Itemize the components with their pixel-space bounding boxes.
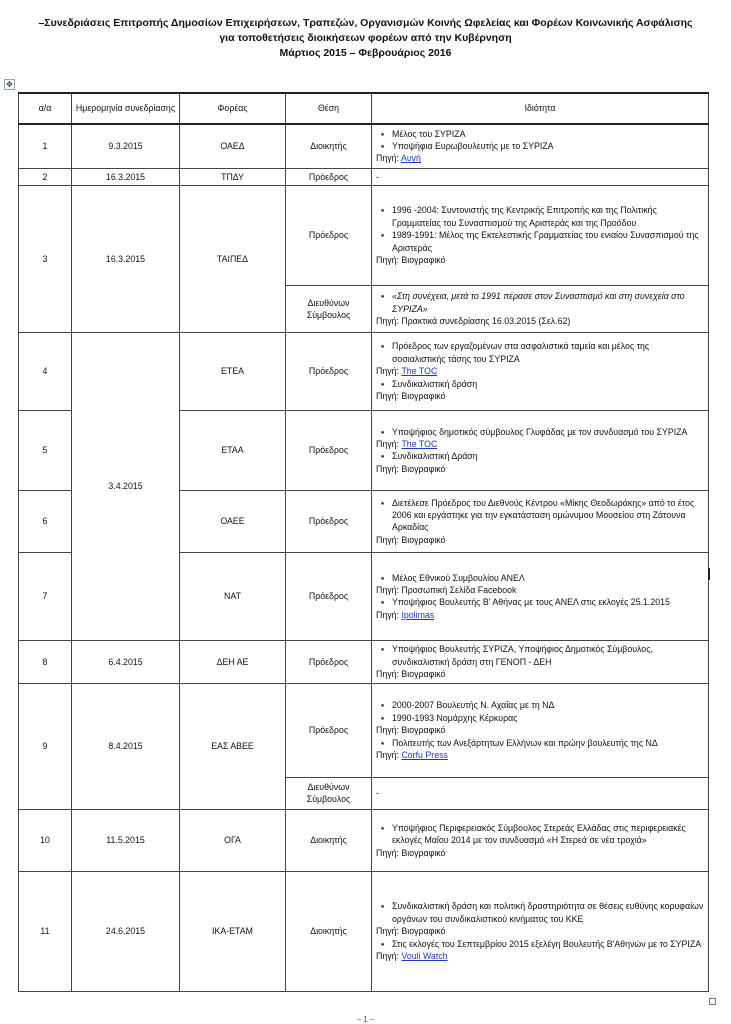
cell-position: Πρόεδρος [286,490,372,552]
bullet-item: ▪ 1990-1993 Νομάρχης Κέρκυρας [376,712,704,724]
cell-aa: 9 [19,683,72,809]
cell-position: Πρόεδρος [286,640,372,683]
header-agency: Φορέας [180,93,286,124]
source-line: Πηγή: Βιογραφικό [376,847,446,858]
source-line [376,609,704,621]
cell-date: 24.6.2015 [72,871,180,991]
source-line: Πηγή: Προσωπική Σελίδα Facebook [376,585,517,595]
cell-date: 3.4.2015 [72,332,180,640]
bullet-item: ▪ Στις εκλογές του Σεπτεμβρίου 2015 εξελέγη Βουλευτής Β'Αθηνών με το ΣΥΡΙΖΑ [376,938,704,950]
table-row [19,683,709,777]
bullet-item: ▪ 1989-1991: Μέλος της Εκτελεστικής Γραμματείας του ενιαίου Συνασπισμού της Αριστεράς [376,229,704,254]
cell-position: Πρόεδρος [286,410,372,490]
cell-aa: 7 [19,552,72,640]
source-line: Πηγή: Πρακτικά συνεδρίασης 16.03.2015 (Σελ.62) [376,316,571,327]
bullet-item: ▪ Υποψήφιος Βουλευτής Β' Αθήνας με τους ΑΝΕΛ στις εκλογές 25.1.2015 [376,596,704,608]
cell-capacity [372,185,709,285]
source-label: Πηγή: [376,153,401,164]
source-label: Πηγή: [376,609,402,620]
source-link[interactable]: Ipolimas [401,609,435,620]
cell-date: 11.5.2015 [72,809,180,871]
cell-position: Διευθύνων Σύμβουλος [286,777,372,809]
cell-capacity: - [372,168,709,185]
cell-date: 9.3.2015 [72,124,180,168]
cell-agency: ΟΑΕΔ [180,124,286,168]
bullet-item: ▪ Συνδικαλιστική δράση [376,378,704,390]
end-of-cell-marker [709,998,716,1005]
text-cursor [708,568,710,580]
cell-position: Πρόεδρος [286,552,372,640]
table-row [19,185,709,285]
source-line [376,438,704,450]
cell-agency: ΟΓΑ [180,809,286,871]
bullet-item: ▪ Διετέλεσε Πρόεδρος του Διεθνούς Κέντρου «Μίκης Θεοδωράκης» από το έτος 2006 και εργάστηκε για την εγκατάσταση ομώνυμου Μουσείου στη Ζάτουνα Αρκαδίας [376,497,704,534]
cell-aa: 8 [19,640,72,683]
page-number: – 1 – [356,1015,375,1024]
bullet-item: ▪ Υποψήφια Ευρωβουλευτής με το ΣΥΡΙΖΑ [376,140,704,152]
source-line: Πηγή: Βιογραφικό [376,534,446,545]
cell-agency: ΙΚΑ-ΕΤΑΜ [180,871,286,991]
cell-date: 16.3.2015 [72,185,180,332]
cell-date: 6.4.2015 [72,640,180,683]
source-line [376,152,704,164]
bullet-item: ▪ «Στη συνέχεια, μετά το 1991 πέρασε στον Συνασπισμό και στη συνεχεία στο ΣΥΡΙΖΑ» [376,290,704,315]
table-row [19,871,709,991]
source-label: Πηγή: [376,439,402,449]
bullet-item: ▪ 2000-2007 Βουλευτής Ν. Αχαΐας με τη ΝΔ [376,699,704,711]
bullet-item: ▪ Συνδικαλιστική δράση και πολιτική δραστηριότητα σε θέσεις ευθύνης κορυφαίων οργάνων του συνδικαλιστικού κινήματος του ΚΚΕ [376,900,704,925]
table-row [19,640,709,683]
bullet-item: ▪ Πρόεδρος των εργαζομένων στα ασφαλιστικά ταμεία και μέλος της σοσιαλιστικής τάσης του ΣΥΡΙΖΑ [376,340,704,365]
cell-aa: 11 [19,871,72,991]
bullet-item: ▪ Υποψήφιος Περιφερειακός Σύμβουλος Στερεάς Ελλάδας στις περιφερειακές εκλογές Μαΐου 2014 με τον συνδυασμό «Η Στερεά σε νέα τροχιά» [376,822,704,847]
cell-agency: ΟΑΕΕ [180,490,286,552]
cell-agency: ΤΠΔΥ [180,168,286,185]
cell-aa: 4 [19,332,72,410]
cell-capacity [372,809,709,871]
source-line: Πηγή: Βιογραφικό [376,669,446,680]
source-line: Πηγή: Βιογραφικό [376,725,446,736]
header-position: Θέση [286,93,372,124]
cell-position: Διοικητής [286,871,372,991]
document-title [0,16,731,61]
source-label: Πηγή: [376,750,402,761]
cell-agency: ΔΕΗ ΑΕ [180,640,286,683]
cell-aa: 5 [19,410,72,490]
header-aa: α/α [19,93,72,124]
header-date: Ημερομηνία συνεδρίασης [72,93,180,124]
source-link[interactable]: The TOC [401,366,438,377]
source-link[interactable]: Corfu Press [401,750,448,761]
cell-capacity [372,490,709,552]
cell-capacity [372,640,709,683]
bullet-item: ▪ Πολιτευτής των Ανεξάρτητων Ελλήνων και πρώην βουλευτής της ΝΔ [376,737,704,749]
source-line: Πηγή: Βιογραφικό [376,926,446,937]
cell-aa: 6 [19,490,72,552]
source-line: Πηγή: Βιογραφικό [376,391,446,402]
table-row [19,124,709,168]
cell-capacity [372,285,709,332]
cell-agency: ΤΑΙΠΕΔ [180,185,286,332]
source-link[interactable]: Vouli Watch [401,951,448,962]
title-line-1: –Συνεδριάσεις Επιτροπής Δημοσίων Επιχειρήσεων, Τραπεζών, Οργανισμών Κοινής Ωφελείας και Φορέων Κοινωνικής Ασφάλισης [38,17,693,29]
cell-agency: ΕΤΕΑ [180,332,286,410]
cell-position: Πρόεδρος [286,332,372,410]
table-row [19,332,709,410]
cell-aa: 1 [19,124,72,168]
appointments-table [18,92,709,992]
cell-agency: ΕΤΑΑ [180,410,286,490]
source-link[interactable]: The TOC [401,439,438,449]
source-line [376,950,704,962]
cell-capacity [372,871,709,991]
source-link[interactable]: Αυγή [400,153,421,164]
title-line-2: για τοποθετήσεις διοικήσεων φορέων από την Κυβέρνηση [219,32,512,44]
source-label: Πηγή: [376,366,402,377]
cell-capacity: - [372,777,709,809]
bullet-item: ▪ Υποψήφιος Βουλευτής ΣΥΡΙΖΑ, Υποψήφιος Δημοτικός Σύμβουλος, συνδικαλιστική δράση στη ΓΕΝΟΠ - ΔΕΗ [376,643,704,668]
cell-position: Διοικητής [286,809,372,871]
source-label: Πηγή: [376,951,402,962]
cell-position: Πρόεδρος [286,185,372,285]
cell-position: Διευθύνων Σύμβουλος [286,285,372,332]
bullet-item: ▪ 1996 -2004: Συντονιστής της Κεντρικής Επιτροπής και της Πολιτικής Γραμματείας του Συνασπισμού της Αριστεράς και της Προόδου [376,204,704,229]
table-row [19,809,709,871]
cell-date: 8.4.2015 [72,683,180,809]
table-move-handle-icon[interactable]: ✥ [4,79,15,90]
bullet-item: ▪ Μέλος του ΣΥΡΙΖΑ [376,128,704,140]
source-line [376,365,704,377]
cell-capacity [372,683,709,777]
cell-agency: ΝΑΤ [180,552,286,640]
cell-position: Διοικητής [286,124,372,168]
cell-aa: 2 [19,168,72,185]
cell-capacity [372,124,709,168]
source-line: Πηγή: Βιογραφικό [376,463,446,474]
cell-position: Πρόεδρος [286,683,372,777]
cell-capacity [372,410,709,490]
cell-position: Πρόεδρος [286,168,372,185]
cell-aa: 3 [19,185,72,332]
cell-date: 16.3.2015 [72,168,180,185]
cell-agency: ΕΑΣ ΑΒΕΕ [180,683,286,809]
source-line [376,749,704,761]
cell-aa: 10 [19,809,72,871]
bullet-item: ▪ Μέλος Εθνικού Συμβουλίου ΑΝΕΛ [376,572,704,584]
title-line-3: Μάρτιος 2015 – Φεβρουάριος 2016 [279,47,452,59]
cell-capacity [372,332,709,410]
cell-capacity [372,552,709,640]
source-line: Πηγή: Βιογραφικό [376,255,446,266]
bullet-item: ▪ Συνδικαλιστική Δράση [376,450,704,462]
table-header-row [19,93,709,124]
table-row [19,168,709,185]
header-capacity: Ιδιότητα [372,93,709,124]
bullet-item: ▪ Υποψήφιος δημοτικός σύμβουλος Γλυφάδας με τον συνδυασμό του ΣΥΡΙΖΑ [376,426,704,438]
